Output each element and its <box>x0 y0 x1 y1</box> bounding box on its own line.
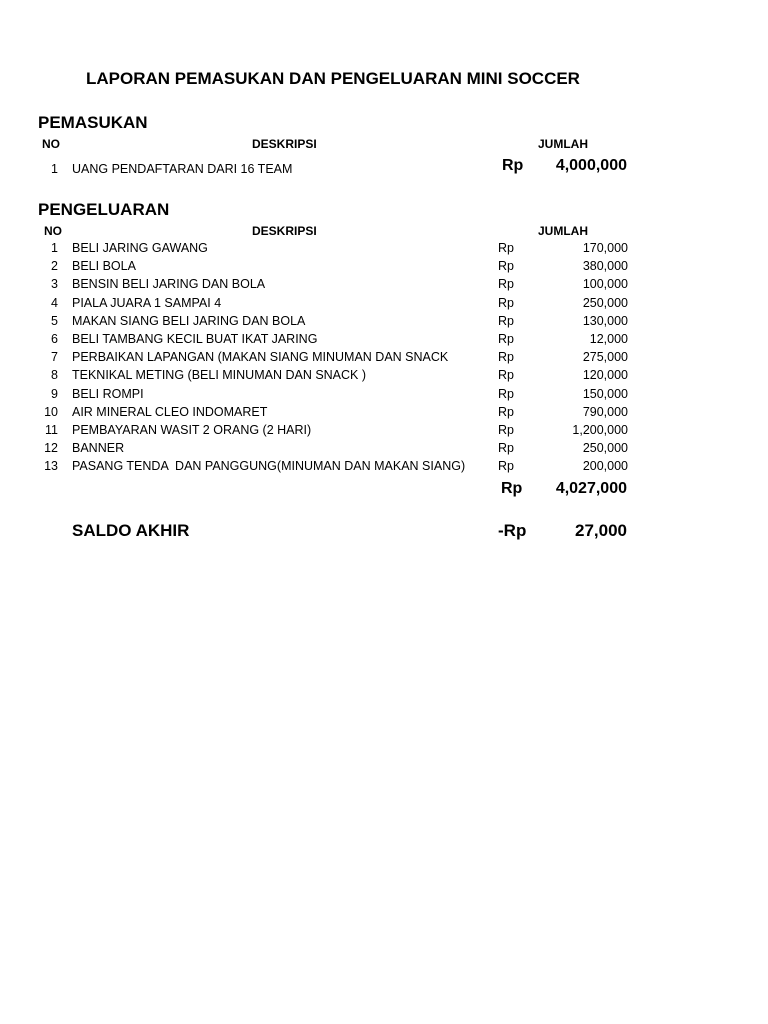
row-number: 8 <box>51 368 58 383</box>
row-number: 7 <box>51 350 58 365</box>
row-currency: Rp <box>498 259 514 274</box>
row-number: 12 <box>44 441 58 456</box>
expense-row <box>0 387 768 405</box>
row-currency: Rp <box>498 313 514 328</box>
row-number: 1 <box>51 162 58 176</box>
row-description: BELI ROMPI <box>72 386 144 401</box>
row-number: 3 <box>51 277 58 292</box>
expense-row <box>0 350 768 368</box>
expense-row <box>0 423 768 441</box>
pemasukan-deskripsi-header: DESKRIPSI <box>252 137 317 151</box>
row-number: 4 <box>51 295 58 310</box>
row-amount: 100,000 <box>582 277 628 292</box>
row-amount: 170,000 <box>582 241 628 255</box>
row-currency: Rp <box>498 459 514 474</box>
saldo-amount: 27,000 <box>575 521 627 540</box>
pengeluaran-heading: PENGELUARAN <box>38 200 170 219</box>
row-amount: 790,000 <box>582 404 628 419</box>
row-number: 11 <box>45 423 58 437</box>
row-amount: 130,000 <box>582 313 628 328</box>
expense-row <box>0 314 768 332</box>
row-description: BANNER <box>72 441 125 456</box>
row-amount: 150,000 <box>582 386 628 401</box>
row-number: 2 <box>51 259 58 274</box>
expense-row <box>0 459 768 477</box>
pengeluaran-jumlah-header: JUMLAH <box>538 224 588 238</box>
row-amount: 275,000 <box>582 350 628 365</box>
row-description: PEMBAYARAN WASIT 2 ORANG (2 HARI) <box>72 423 312 437</box>
total-currency: Rp <box>501 480 523 497</box>
row-description: UANG PENDAFTARAN DARI 16 TEAM <box>72 162 293 176</box>
row-description: PIALA JUARA 1 SAMPAI 4 <box>72 295 222 310</box>
row-currency: Rp <box>502 157 524 174</box>
row-number: 1 <box>51 241 58 255</box>
row-amount: 380,000 <box>582 259 628 274</box>
expense-row <box>0 441 768 459</box>
row-currency: Rp <box>498 241 514 255</box>
row-description: BELI BOLA <box>72 259 136 274</box>
row-amount: 200,000 <box>582 459 628 474</box>
saldo-label: SALDO AKHIR <box>72 521 190 540</box>
expense-row <box>0 277 768 295</box>
row-number: 5 <box>51 313 58 328</box>
row-description: MAKAN SIANG BELI JARING DAN BOLA <box>72 313 306 328</box>
row-number: 6 <box>51 332 58 346</box>
row-description: BENSIN BELI JARING DAN BOLA <box>72 277 266 292</box>
report-title: LAPORAN PEMASUKAN DAN PENGELUARAN MINI SOCCER <box>86 69 580 88</box>
row-amount: 250,000 <box>582 295 628 310</box>
row-currency: Rp <box>498 295 514 310</box>
row-currency: Rp <box>498 423 514 437</box>
pemasukan-no-header: NO <box>42 137 60 151</box>
row-amount: 120,000 <box>582 368 628 383</box>
row-number: 10 <box>44 404 58 419</box>
row-description: PASANG TENDA DAN PANGGUNG(MINUMAN DAN MAKAN SIANG) <box>72 459 466 474</box>
expense-row <box>0 368 768 386</box>
expense-row <box>0 405 768 423</box>
expense-row <box>0 332 768 350</box>
expense-row <box>0 296 768 314</box>
total-amount: 4,027,000 <box>555 480 627 497</box>
pemasukan-jumlah-header: JUMLAH <box>538 137 588 151</box>
row-currency: Rp <box>498 386 514 401</box>
row-description: BELI JARING GAWANG <box>72 241 208 255</box>
pemasukan-heading: PEMASUKAN <box>38 113 148 132</box>
pengeluaran-no-header: NO <box>44 224 62 238</box>
row-number: 9 <box>51 386 58 401</box>
row-description: AIR MINERAL CLEO INDOMARET <box>72 404 268 419</box>
row-amount: 4,000,000 <box>555 157 627 174</box>
row-number: 13 <box>44 459 58 474</box>
row-description: TEKNIKAL METING (BELI MINUMAN DAN SNACK ) <box>72 368 367 383</box>
row-currency: Rp <box>498 404 514 419</box>
expense-row <box>0 241 768 259</box>
expense-row <box>0 259 768 277</box>
pengeluaran-deskripsi-header: DESKRIPSI <box>252 224 317 238</box>
saldo-currency: -Rp <box>498 521 527 540</box>
row-currency: Rp <box>498 441 514 456</box>
row-currency: Rp <box>498 368 514 383</box>
row-currency: Rp <box>498 350 514 365</box>
pemasukan-row <box>0 157 768 178</box>
row-amount: 250,000 <box>582 441 628 456</box>
row-currency: Rp <box>498 277 514 292</box>
row-description: BELI TAMBANG KECIL BUAT IKAT JARING <box>72 332 318 346</box>
row-amount: 12,000 <box>589 332 628 346</box>
row-description: PERBAIKAN LAPANGAN (MAKAN SIANG MINUMAN DAN SNACK <box>72 350 449 365</box>
row-amount: 1,200,000 <box>572 423 628 437</box>
row-currency: Rp <box>498 332 514 346</box>
